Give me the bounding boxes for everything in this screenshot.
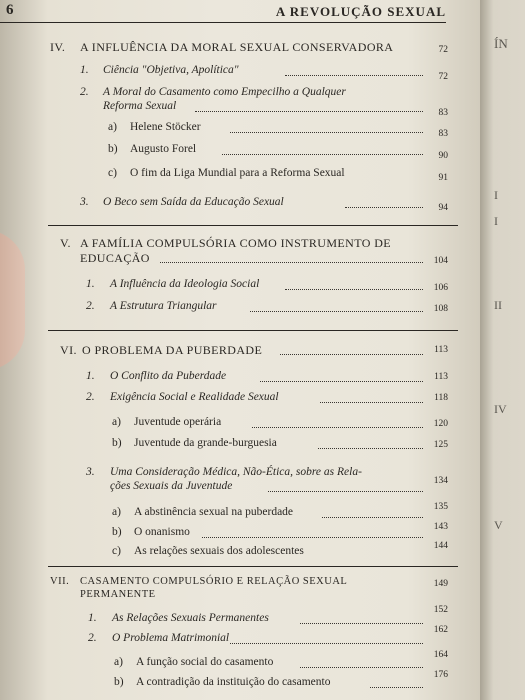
item-page: 176 xyxy=(433,670,448,680)
item-title: As Relações Sexuais Permanentes xyxy=(112,612,269,624)
leader-dots xyxy=(230,643,423,644)
item-title: O Beco sem Saída da Educação Sexual xyxy=(103,196,284,208)
chapter-page: 113 xyxy=(434,345,448,355)
item-title: A função social do casamento xyxy=(136,656,274,668)
item-page: 83 xyxy=(438,108,448,118)
chapter-numeral: V. xyxy=(60,236,71,250)
chapter-page: 149 xyxy=(433,579,448,589)
item-page: 162 xyxy=(433,625,448,635)
leader-dots xyxy=(250,311,423,312)
item-page: 108 xyxy=(433,304,448,314)
chapter-page: 104 xyxy=(433,256,448,266)
item-title: As relações sexuais dos adolescentes xyxy=(134,545,304,557)
thumb xyxy=(0,230,25,370)
chapter-title-cont: PERMANENTE xyxy=(80,589,156,600)
item-num: 2. xyxy=(88,632,97,644)
item-title-cont: ções Sexuais da Juventude xyxy=(110,480,233,492)
leader-dots xyxy=(222,154,423,155)
item-title: A abstinência sexual na puberdade xyxy=(134,506,294,518)
leader-dots xyxy=(300,667,423,668)
adjacent-page-fragment: I xyxy=(494,214,498,228)
leader-dots xyxy=(322,517,423,518)
item-title: Uma Consideração Médica, Não-Ética, sobre as Rela- xyxy=(110,466,362,478)
item-num: 2. xyxy=(80,86,89,98)
item-page: 120 xyxy=(433,419,448,429)
item-num: 2. xyxy=(86,300,95,312)
item-title: A contradição da instituição do casamento xyxy=(136,676,331,688)
chapter-page: 72 xyxy=(438,45,448,55)
item-title: Exigência Social e Realidade Sexual xyxy=(110,391,279,403)
item-title: Helene Stöcker xyxy=(130,121,201,133)
leader-dots xyxy=(252,427,423,428)
item-num: 1. xyxy=(86,278,95,290)
item-page: 125 xyxy=(433,440,448,450)
item-title: O fim da Liga Mundial para a Reforma Sexual xyxy=(130,167,345,179)
leader-dots xyxy=(230,132,423,133)
item-page: 143 xyxy=(433,522,448,532)
chapter-numeral: IV. xyxy=(50,40,66,54)
chapter-numeral: VII. xyxy=(50,576,70,587)
adjacent-page-fragment: V xyxy=(494,518,503,532)
item-page: 135 xyxy=(433,502,448,512)
item-page: 152 xyxy=(433,605,448,615)
item-num: 3. xyxy=(80,196,89,208)
adjacent-page-fragment: I xyxy=(494,188,498,202)
leader-dots xyxy=(370,687,423,688)
leader-dots xyxy=(320,402,423,403)
leader-dots xyxy=(160,262,423,263)
item-title: O onanismo xyxy=(134,526,190,538)
item-page: 113 xyxy=(434,372,448,382)
header-rule xyxy=(0,22,446,23)
leader-dots xyxy=(280,354,423,355)
item-num: 1. xyxy=(86,370,95,382)
item-num: 1. xyxy=(80,64,89,76)
leader-dots xyxy=(285,75,423,76)
page-number: 6 xyxy=(6,2,14,18)
item-title: Juventude da grande-burguesia xyxy=(134,437,277,449)
item-num: b) xyxy=(114,676,124,688)
adjacent-page-fragment: ÍN xyxy=(494,36,508,51)
item-page: 83 xyxy=(438,129,448,139)
section-divider xyxy=(48,225,458,226)
item-title: A Moral do Casamento como Empecilho a Qualquer xyxy=(103,86,346,98)
item-num: b) xyxy=(112,437,122,449)
item-num: b) xyxy=(108,143,118,155)
item-page: 91 xyxy=(438,173,448,183)
item-num: b) xyxy=(112,526,122,538)
leader-dots xyxy=(345,207,423,208)
section-divider xyxy=(48,330,458,331)
item-title: Augusto Forel xyxy=(130,143,197,155)
leader-dots xyxy=(195,111,423,112)
item-num: a) xyxy=(112,506,121,518)
item-page: 90 xyxy=(438,151,448,161)
item-page: 72 xyxy=(438,72,448,82)
leader-dots xyxy=(300,623,423,624)
leader-dots xyxy=(268,491,423,492)
item-page: 134 xyxy=(433,476,448,486)
section-divider xyxy=(48,566,458,567)
item-num: c) xyxy=(112,545,121,557)
item-num: 2. xyxy=(86,391,95,403)
item-title: Ciência "Objetiva, Apolítica" xyxy=(103,64,239,76)
adjacent-page-fragment: IV xyxy=(494,402,507,416)
item-page: 164 xyxy=(433,650,448,660)
leader-dots xyxy=(285,289,423,290)
item-page: 106 xyxy=(433,283,448,293)
item-title-cont: Reforma Sexual xyxy=(103,100,177,112)
item-num: c) xyxy=(108,167,117,179)
item-title: O Conflito da Puberdade xyxy=(110,370,227,382)
item-page: 144 xyxy=(433,541,448,551)
item-num: a) xyxy=(112,416,121,428)
item-num: a) xyxy=(114,656,123,668)
item-page: 118 xyxy=(434,393,448,403)
item-title: O Problema Matrimonial xyxy=(112,632,230,644)
chapter-title: A INFLUÊNCIA DA MORAL SEXUAL CONSERVADORA xyxy=(80,40,394,54)
leader-dots xyxy=(202,537,423,538)
item-page: 94 xyxy=(438,203,448,213)
item-title: A Estrutura Triangular xyxy=(110,300,217,312)
chapter-title: A FAMÍLIA COMPULSÓRIA COMO INSTRUMENTO DE xyxy=(80,236,391,250)
item-num: 1. xyxy=(88,612,97,624)
adjacent-page-fragment: II xyxy=(494,298,502,312)
item-num: 3. xyxy=(86,466,95,478)
adjacent-page xyxy=(480,0,525,700)
chapter-numeral: VI. xyxy=(60,343,77,357)
chapter-title: O PROBLEMA DA PUBERDADE xyxy=(82,343,263,357)
chapter-title-cont: EDUCAÇÃO xyxy=(80,251,150,265)
item-title: A Influência da Ideologia Social xyxy=(110,278,260,290)
running-title: A REVOLUÇÃO SEXUAL xyxy=(275,4,446,19)
chapter-title: CASAMENTO COMPULSÓRIO E RELAÇÃO SEXUAL xyxy=(80,576,348,587)
item-num: a) xyxy=(108,121,117,133)
leader-dots xyxy=(318,448,423,449)
item-title: Juventude operária xyxy=(134,416,222,428)
leader-dots xyxy=(260,381,423,382)
